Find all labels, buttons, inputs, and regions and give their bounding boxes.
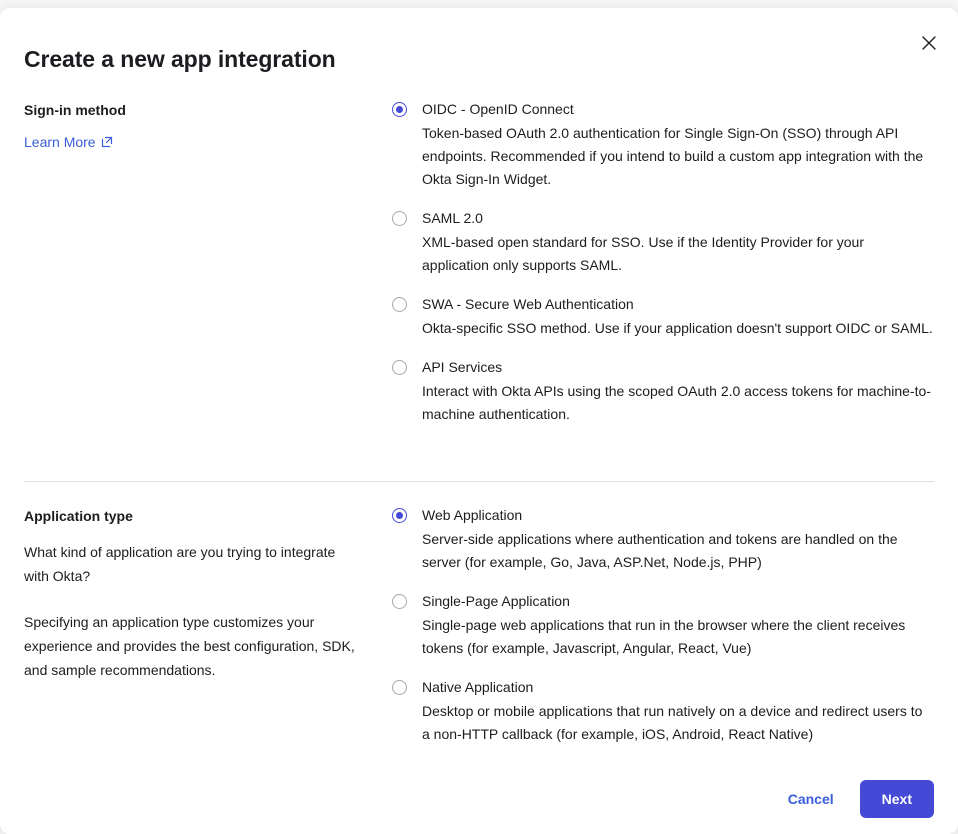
sign-in-method-left	[24, 100, 374, 152]
radio-option-swa[interactable]	[392, 295, 934, 340]
section-divider	[24, 481, 934, 482]
cancel-button[interactable]: Cancel	[784, 783, 838, 815]
sign-in-method-label: Sign-in method	[24, 102, 126, 118]
radio-indicator[interactable]	[392, 102, 407, 117]
option-title: API Services	[422, 359, 503, 375]
create-app-integration-dialog	[0, 8, 958, 834]
application-type-description-2: Specifying an application type customizes your experience and provides the best configuration, SDK, and sample recommendations.	[24, 614, 355, 678]
radio-option-web-application[interactable]	[392, 506, 934, 574]
application-type-label: Application type	[24, 508, 133, 524]
page-title: Create a new app integration	[24, 46, 336, 72]
option-description: Server-side applications where authentication and tokens are handled on the server (for example, Go, Java, ASP.Net, Node.js, PHP)	[422, 531, 898, 570]
option-description: Single-page web applications that run in the browser where the client receives tokens (for example, Javascript, Angular, React, Vue)	[422, 617, 906, 656]
radio-option-native-application[interactable]	[392, 678, 934, 746]
option-title: Single-Page Application	[422, 593, 570, 609]
option-title: Web Application	[422, 507, 523, 523]
option-description: Desktop or mobile applications that run natively on a device and redirect users to a non-HTTP callback (for example, iOS, Android, React Native)	[422, 703, 923, 742]
radio-indicator[interactable]	[392, 297, 407, 312]
radio-indicator[interactable]	[392, 211, 407, 226]
close-icon[interactable]	[914, 28, 944, 58]
radio-option-api-services[interactable]	[392, 358, 934, 426]
radio-indicator[interactable]	[392, 594, 407, 609]
option-description: Interact with Okta APIs using the scoped OAuth 2.0 access tokens for machine-to-machine authentication.	[422, 383, 931, 422]
external-link-icon	[101, 136, 113, 148]
option-title: SWA - Secure Web Authentication	[422, 296, 634, 312]
option-title: OIDC - OpenID Connect	[422, 101, 574, 117]
application-type-left	[24, 506, 374, 682]
radio-option-single-page-application[interactable]	[392, 592, 934, 660]
close-icon-glyph	[921, 35, 937, 51]
option-title: SAML 2.0	[422, 210, 483, 226]
radio-indicator[interactable]	[392, 508, 407, 523]
dialog-footer	[784, 780, 934, 818]
option-description: Token-based OAuth 2.0 authentication for Single Sign-On (SSO) through API endpoints. Recommended if you intend to build a custom app integration with the Okta Sign-In Widget.	[422, 125, 924, 187]
radio-indicator[interactable]	[392, 360, 407, 375]
radio-option-saml[interactable]	[392, 209, 934, 277]
radio-indicator[interactable]	[392, 680, 407, 695]
next-button[interactable]: Next	[860, 780, 934, 818]
learn-more-label: Learn More	[24, 134, 96, 150]
option-description: XML-based open standard for SSO. Use if the Identity Provider for your application only supports SAML.	[422, 234, 864, 273]
sign-in-method-options	[392, 100, 934, 426]
learn-more-link[interactable]	[24, 134, 113, 150]
option-description: Okta-specific SSO method. Use if your application doesn't support OIDC or SAML.	[422, 320, 933, 336]
radio-option-oidc[interactable]	[392, 100, 934, 191]
application-type-options	[392, 506, 934, 746]
application-type-description-1: What kind of application are you trying to integrate with Okta?	[24, 544, 336, 584]
option-title: Native Application	[422, 679, 534, 695]
